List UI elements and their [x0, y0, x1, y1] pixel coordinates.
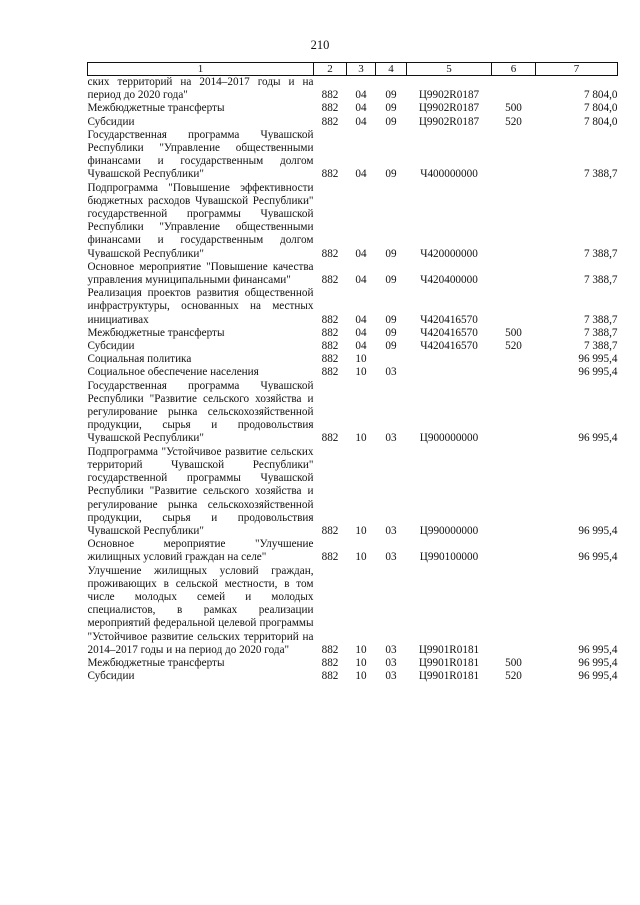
row-name: Основное мероприятие "Улучшение жилищных условий граждан на селе" — [87, 538, 314, 564]
row-section: 04 — [355, 313, 367, 326]
row-expense-type — [492, 76, 536, 103]
row-expense-type: 520 — [505, 115, 522, 128]
row-section: 10 — [355, 643, 367, 656]
row-section: 04 — [355, 340, 367, 353]
row-section: 04 — [355, 168, 367, 181]
row-section: 10 — [355, 524, 367, 537]
row-section: 10 — [355, 366, 367, 379]
col-header-3: 3 — [347, 63, 376, 76]
table-row — [88, 380, 618, 446]
table-row — [88, 327, 618, 340]
row-amount: 96 995,4 — [578, 643, 618, 656]
row-amount: 96 995,4 — [578, 353, 618, 366]
table-row — [88, 182, 618, 261]
row-amount: 7 804,0 — [583, 102, 618, 115]
row-chapter: 882 — [321, 551, 339, 564]
row-target-article: Ц9902R0187 — [418, 115, 480, 128]
row-chapter: 882 — [321, 274, 339, 287]
row-target-article — [407, 366, 492, 379]
row-chapter: 882 — [321, 643, 339, 656]
row-amount: 96 995,4 — [578, 432, 618, 445]
row-subsection: 09 — [385, 274, 397, 287]
row-expense-type: 520 — [505, 670, 522, 683]
row-name: Социальное обеспечение населения — [87, 366, 259, 379]
row-expense-type — [492, 353, 536, 366]
row-expense-type — [492, 380, 536, 446]
row-target-article — [407, 353, 492, 366]
row-target-article: Ц990100000 — [419, 551, 479, 564]
row-chapter: 882 — [321, 326, 339, 339]
col-header-7: 7 — [536, 63, 618, 76]
row-expense-type — [492, 182, 536, 261]
row-amount: 7 804,0 — [583, 115, 618, 128]
row-expense-type — [492, 538, 536, 564]
table-row — [88, 538, 618, 564]
row-section: 04 — [355, 89, 367, 102]
row-amount: 7 388,7 — [583, 326, 618, 339]
row-section: 10 — [355, 551, 367, 564]
table-row — [88, 670, 618, 683]
table-row — [88, 340, 618, 353]
row-target-article: Ч420416570 — [420, 313, 478, 326]
table-row — [88, 129, 618, 182]
row-target-article: Ч420416570 — [420, 340, 478, 353]
row-subsection: 09 — [385, 89, 397, 102]
row-section: 04 — [355, 102, 367, 115]
row-name: Основное мероприятие "Повышение качества управления муниципальными финансами" — [87, 260, 314, 287]
row-name: Субсидии — [87, 115, 135, 128]
row-target-article: Ц9901R0181 — [418, 670, 480, 683]
table-row — [88, 76, 618, 103]
table-row — [88, 366, 618, 379]
row-target-article: Ч420416570 — [420, 326, 478, 339]
col-header-6: 6 — [492, 63, 536, 76]
row-name: Субсидии — [87, 340, 135, 353]
table-row — [88, 657, 618, 670]
row-name: Государственная программа Чувашской Республики "Развитие сельского хозяйства и регулирование рынка сельскохозяйственной продукции, сырья и продовольствия Чувашской Республики" — [87, 379, 314, 445]
row-expense-type — [492, 446, 536, 538]
row-subsection: 03 — [385, 524, 397, 537]
col-header-1: 1 — [88, 63, 314, 76]
row-subsection: 09 — [385, 168, 397, 181]
row-subsection: 03 — [385, 551, 397, 564]
row-expense-type — [492, 287, 536, 327]
row-section: 10 — [355, 432, 367, 445]
row-target-article: Ц9902R0187 — [418, 102, 480, 115]
table-row — [88, 287, 618, 327]
row-name: Реализация проектов развития общественной инфраструктуры, основанных на местных инициативах — [87, 287, 314, 326]
header-row — [88, 63, 618, 76]
row-name: Субсидии — [87, 670, 135, 683]
row-expense-type: 500 — [505, 656, 522, 669]
row-section: 04 — [355, 247, 367, 260]
row-target-article: Ч420000000 — [420, 247, 478, 260]
row-section: 04 — [355, 274, 367, 287]
row-name: Межбюджетные трансферты — [87, 656, 225, 669]
row-expense-type — [492, 129, 536, 182]
row-subsection: 09 — [385, 247, 397, 260]
row-chapter: 882 — [321, 313, 339, 326]
row-subsection: 03 — [385, 670, 397, 683]
row-amount: 96 995,4 — [578, 551, 618, 564]
row-subsection: 03 — [385, 656, 397, 669]
row-amount: 7 388,7 — [583, 313, 618, 326]
row-subsection — [376, 353, 407, 366]
row-expense-type: 520 — [505, 340, 522, 353]
row-target-article: Ц990000000 — [419, 524, 479, 537]
row-subsection: 09 — [385, 115, 397, 128]
table-row — [88, 261, 618, 287]
row-target-article: Ц9901R0181 — [418, 643, 480, 656]
table-row — [88, 102, 618, 115]
row-amount: 7 388,7 — [583, 168, 618, 181]
row-chapter: 882 — [321, 247, 339, 260]
row-target-article: Ч420400000 — [420, 274, 478, 287]
row-subsection: 03 — [385, 643, 397, 656]
row-chapter: 882 — [321, 670, 339, 683]
row-target-article: Ц9901R0181 — [418, 656, 480, 669]
row-chapter: 882 — [321, 366, 339, 379]
row-target-article: Ц9902R0187 — [418, 89, 480, 102]
row-expense-type: 500 — [505, 326, 522, 339]
table-row — [88, 565, 618, 657]
row-subsection: 09 — [385, 102, 397, 115]
row-name: Межбюджетные трансферты — [87, 102, 225, 115]
row-name: Подпрограмма "Повышение эффективности бюджетных расходов Чувашской Республики" государственной программы Чувашской Республики "Управление общественными финансами и государственным долгом Чувашской Республики" — [87, 181, 314, 260]
row-amount: 96 995,4 — [578, 670, 618, 683]
row-target-article: Ч400000000 — [420, 168, 478, 181]
row-chapter: 882 — [321, 432, 339, 445]
row-chapter: 882 — [321, 168, 339, 181]
row-chapter: 882 — [321, 89, 339, 102]
row-chapter: 882 — [321, 102, 339, 115]
col-header-2: 2 — [314, 63, 347, 76]
row-subsection: 09 — [385, 313, 397, 326]
budget-table — [87, 62, 618, 683]
row-chapter: 882 — [321, 340, 339, 353]
row-section: 10 — [355, 656, 367, 669]
row-subsection: 09 — [385, 340, 397, 353]
row-section: 10 — [355, 353, 367, 366]
row-amount: 7 388,7 — [583, 340, 618, 353]
row-name: ских территорий на 2014–2017 годы и на период до 2020 года" — [87, 76, 314, 102]
row-subsection: 03 — [385, 432, 397, 445]
row-amount: 96 995,4 — [578, 656, 618, 669]
row-name: Подпрограмма "Устойчивое развитие сельских территорий Чувашской Республики" государственной программы Чувашской Республики "Развитие сельского хозяйства и регулирование рынка сельскохозяйственной продукции, сырья и продовольствия Чувашской Республики" — [87, 445, 314, 537]
row-subsection: 03 — [385, 366, 397, 379]
row-name: Улучшение жилищных условий граждан, проживающих в сельской местности, в том числе молодых семей и молодых специалистов, в рамках реализации мероприятий федеральной целевой программы "Устойчивое развитие сельских территорий на 2014–2017 годы и на период до 2020 года" — [87, 564, 314, 656]
row-name: Социальная политика — [87, 353, 192, 366]
table-row — [88, 116, 618, 129]
row-chapter: 882 — [321, 353, 339, 366]
row-expense-type — [492, 261, 536, 287]
table-row — [88, 353, 618, 366]
row-name: Межбюджетные трансферты — [87, 326, 225, 339]
row-amount: 7 804,0 — [583, 89, 618, 102]
row-expense-type — [492, 366, 536, 379]
row-amount: 7 388,7 — [583, 274, 618, 287]
row-amount: 96 995,4 — [578, 366, 618, 379]
page-number: 210 — [310, 38, 330, 52]
col-header-4: 4 — [376, 63, 407, 76]
row-amount: 96 995,4 — [578, 524, 618, 537]
row-section: 04 — [355, 326, 367, 339]
row-section: 10 — [355, 670, 367, 683]
row-chapter: 882 — [321, 524, 339, 537]
row-section: 04 — [355, 115, 367, 128]
row-amount: 7 388,7 — [583, 247, 618, 260]
row-subsection: 09 — [385, 326, 397, 339]
row-expense-type: 500 — [505, 102, 522, 115]
row-expense-type — [492, 565, 536, 657]
row-chapter: 882 — [321, 115, 339, 128]
table-row — [88, 446, 618, 538]
row-target-article: Ц900000000 — [419, 432, 479, 445]
col-header-5: 5 — [407, 63, 492, 76]
row-name: Государственная программа Чувашской Республики "Управление общественными финансами и государственным долгом Чувашской Республики" — [87, 128, 314, 181]
row-chapter: 882 — [321, 656, 339, 669]
